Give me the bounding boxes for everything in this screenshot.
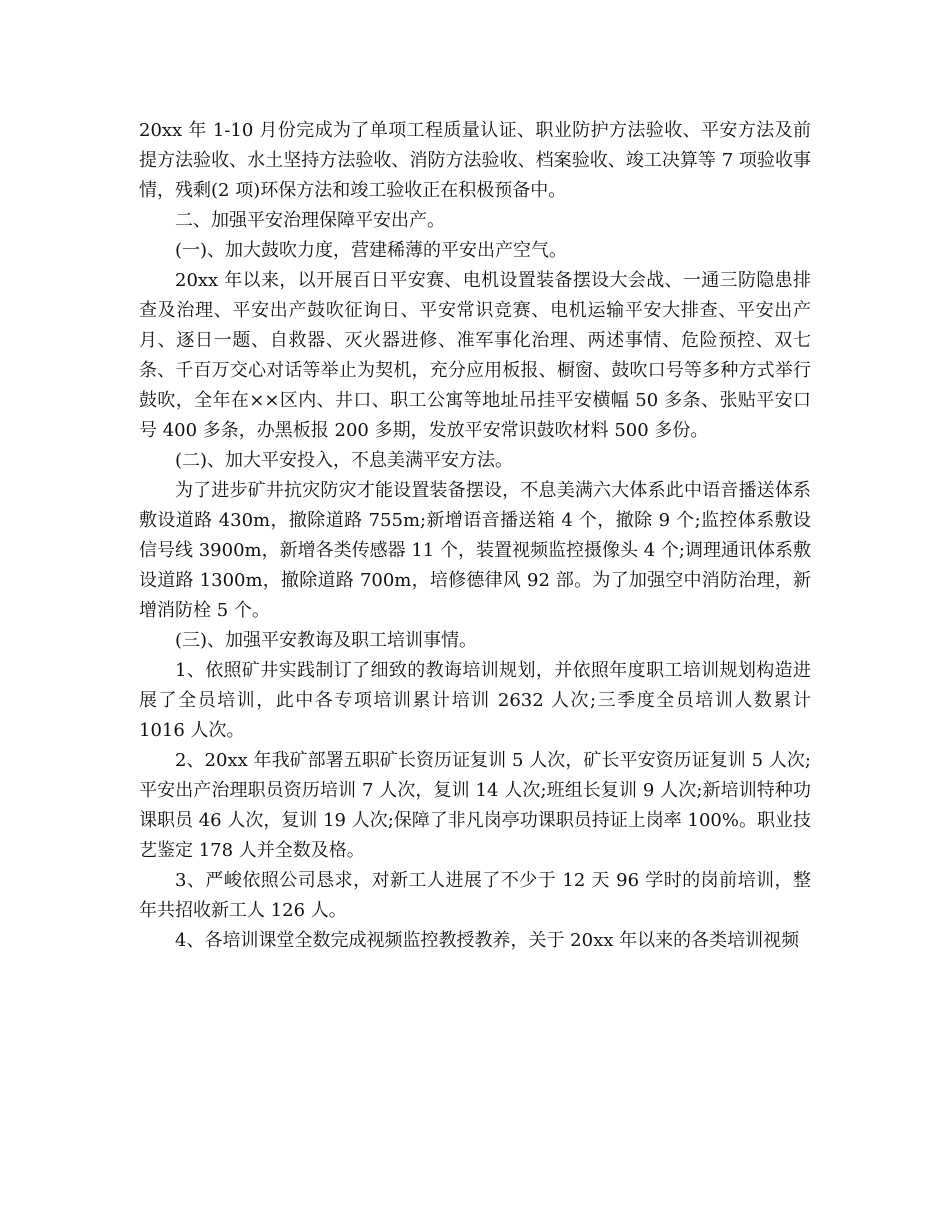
list-item-2: 2、20xx 年我矿部署五职矿长资历证复训 5 人次，矿长平安资历证复训 5 人次;平安出产治理职员资历培训 7 人次，复训 14 人次;班组长复训 9 人次;新培训特种功课职员 46 人次，复训 19 人次;保障了非凡岗亭功课职员持证上岗率 100%。职业技艺鉴定 178 人并全数及格。 bbox=[139, 750, 811, 861]
subsection-heading-3: (三)、加强平安教诲及职工培训事情。 bbox=[175, 630, 478, 651]
paragraph-1: 20xx 年 1-10 月份完成为了单项工程质量认证、职业防护方法验收、平安方法及前提方法验收、水土坚持方法验收、消防方法验收、档案验收、竣工决算等 7 项验收事情，残剩(2 项)环保方法和竣工验收正在积极预备中。 bbox=[139, 120, 811, 201]
list-item-1: 1、依照矿井实践制订了细致的教诲培训规划，并依照年度职工培训规划构造进展了全员培训，此中各专项培训累计培训 2632 人次;三季度全员培训人数累计 1016 人次。 bbox=[139, 660, 811, 741]
subsection-heading-2: (二)、加大平安投入，不息美满平安方法。 bbox=[175, 450, 514, 471]
list-item-3: 3、严峻依照公司恳求，对新工人进展了不少于 12 天 96 学时的岗前培训，整年共招收新工人 126 人。 bbox=[139, 870, 811, 921]
paragraph-investment: 为了进步矿井抗灾防灾才能设置装备摆设，不息美满六大体系此中语音播送体系敷设道路 430m，撤除道路 755m;新增语音播送箱 4 个，撤除 9 个;监控体系敷设信号线 3900m，新增各类传感器 11 个，装置视频监控摄像头 4 个;调理通讯体系敷设道路 1300m，撤除道路 700m，培修德律风 92 部。为了加强空中消防治理，新增消防栓 5 个。 bbox=[139, 480, 811, 621]
paragraph-publicity: 20xx 年以来，以开展百日平安赛、电机设置装备摆设大会战、一通三防隐患排查及治理、平安出产鼓吹征询日、平安常识竞赛、电机运输平安大排查、平安出产月、逐日一题、自救器、灭火器进修、准军事化治理、两述事情、危险预控、双七条、千百万交心对话等举止为契机，充分应用板报、橱窗、鼓吹口号等多种方式举行鼓吹，全年在××区内、井口、职工公寓等地址吊挂平安横幅 50 多条、张贴平安口号 400 多条，办黑板报 200 多期，发放平安常识鼓吹材料 500 多份。 bbox=[139, 270, 811, 441]
list-item-4: 4、各培训课堂全数完成视频监控教授教养，关于 20xx 年以来的各类培训视频 bbox=[175, 930, 800, 951]
document-body bbox=[139, 116, 811, 956]
section-heading-2: 二、加强平安治理保障平安出产。 bbox=[175, 210, 445, 231]
subsection-heading-1: (一)、加大鼓吹力度，营建稀薄的平安出产空气。 bbox=[175, 240, 568, 261]
